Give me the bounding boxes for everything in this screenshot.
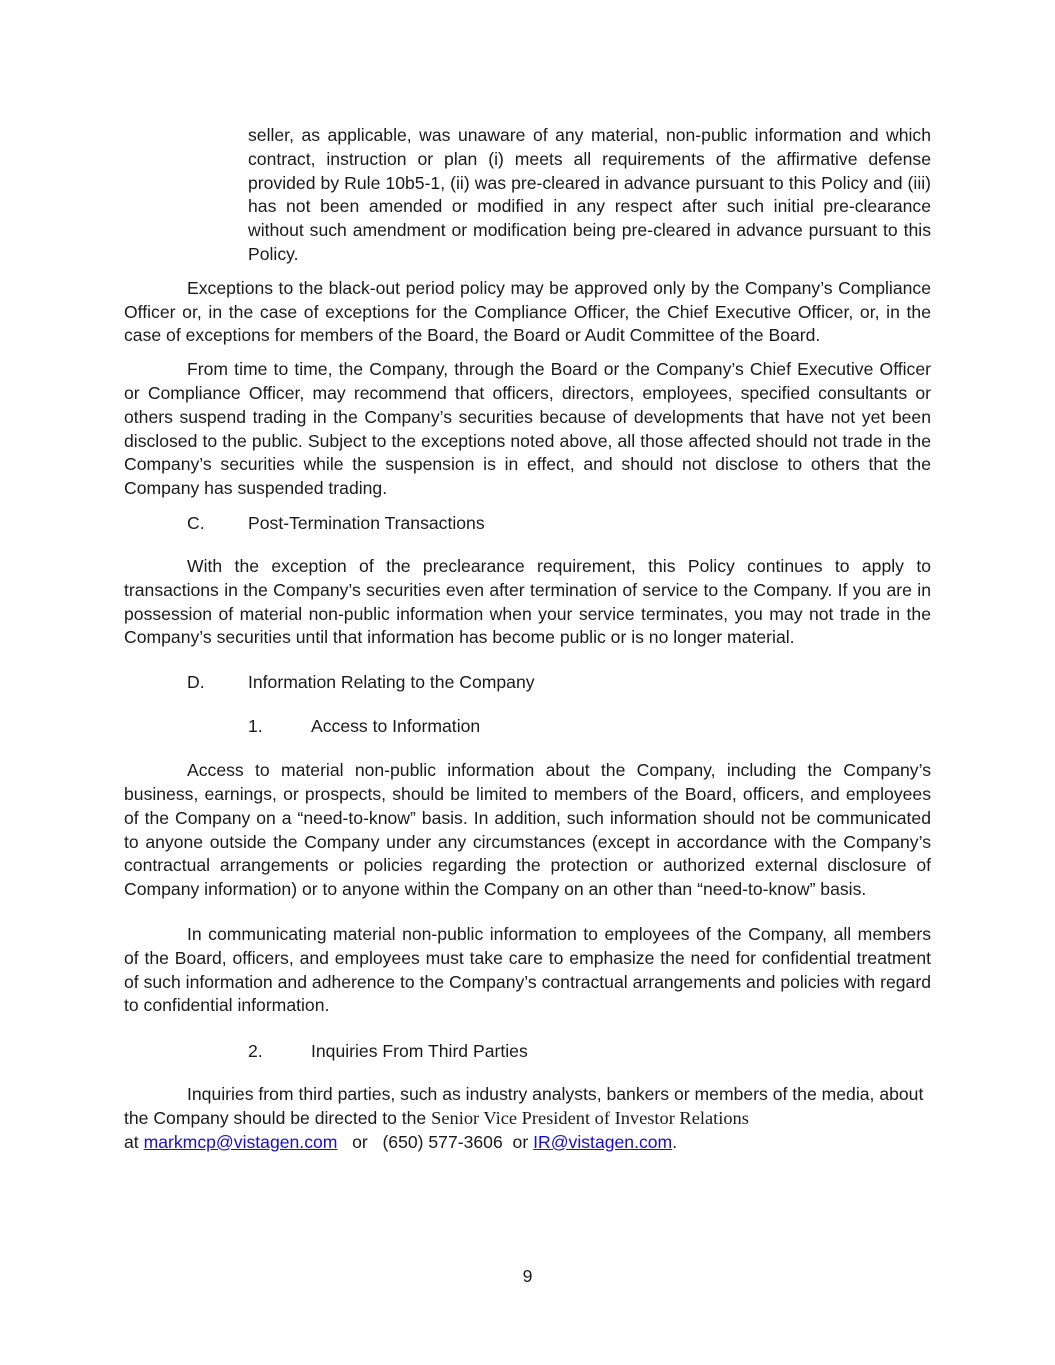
document-page [124, 124, 931, 1155]
section-c-heading [187, 511, 931, 535]
or-word-1: or [352, 1131, 368, 1152]
subsection-2-heading [248, 1039, 931, 1063]
communicating-paragraph: In communicating material non-public information to employees of the Company, all members of the Board, officers, and employees must take care to emphasize the need for confidential treatment of such information and adherence to the Company’s contractual arrangements and policies with regard to confidential information. [124, 923, 931, 1016]
section-d-title: Information Relating to the Company [248, 672, 535, 693]
end-period: . [672, 1131, 678, 1152]
continuation-paragraph: seller, as applicable, was unaware of any material, non-public information and which contract, instruction or plan (i) meets all requirements of the affirmative defense provided by Rule 10b5-1, (ii) was pre-cleared in advance pursuant to this Policy and (iii) has not been amended or modified in any respect after such initial pre-clearance without such amendment or modification being pre-cleared in advance pursuant to this Policy. [248, 125, 931, 264]
contact-title: Senior Vice President of Investor Relations [431, 1107, 749, 1128]
exceptions-paragraph: Exceptions to the black-out period policy may be approved only by the Company’s Compliance Officer or, in the case of exceptions for the Compliance Officer, the Chief Executive Officer, or, in the case of exceptions for members of the Board, the Board or Audit Committee of the Board. [124, 277, 931, 346]
subsection-2-number: 2. [248, 1041, 263, 1062]
section-d-number: D. [187, 672, 205, 693]
inquiries-text: Inquiries from third parties, such as industry analysts, bankers or members of the media, about the Company should be directed to the [124, 1084, 924, 1128]
section-c-title: Post-Termination Transactions [248, 512, 485, 533]
at-word: at [124, 1131, 139, 1152]
suspension-paragraph: From time to time, the Company, through the Board or the Company’s Chief Executive Officer or Compliance Officer, may recommend that officers, directors, employees, specified consultants or others suspend trading in the Company’s securities because of developments that have not yet been disclosed to the public. Subject to the exceptions noted above, all those affected should not trade in the Company’s securities while the suspension is in effect, and should not disclose to others that the Company has suspended trading. [124, 359, 931, 499]
inquiries-paragraph [124, 1083, 931, 1154]
subsection-2-title: Inquiries From Third Parties [311, 1041, 528, 1062]
subsection-1-heading [248, 714, 931, 738]
or-word-2: or [512, 1131, 529, 1152]
phone-number: (650) 577-3606 [382, 1131, 503, 1152]
section-d-heading [187, 670, 931, 694]
continuation-block [248, 124, 931, 267]
subsection-1-number: 1. [248, 716, 263, 737]
post-termination-paragraph: With the exception of the preclearance requirement, this Policy continues to apply to transactions in the Company’s securities even after termination of service to the Company. If you are in possession of material non-public information when your service terminates, you may not trade in the Company’s securities until that information has become public or is no longer material. [124, 555, 931, 648]
subsection-1-title: Access to Information [311, 716, 481, 737]
email-link-markmcp[interactable]: markmcp@vistagen.com [143, 1131, 338, 1152]
access-paragraph: Access to material non-public information about the Company, including the Company’s business, earnings, or prospects, should be limited to members of the Board, officers, and employees of the Company on a “need-to-know” basis. In addition, such information should not be communicated to anyone outside the Company under any circumstances (except in accordance with the Company’s contractual arrangements or policies regarding the protection or authorized external disclosure of Company information) or to anyone within the Company on an other than “need-to-know” basis. [124, 760, 931, 900]
section-c-number: C. [187, 512, 205, 533]
page-number: 9 [522, 1266, 533, 1286]
email-link-ir[interactable]: IR@vistagen.com [533, 1131, 673, 1152]
